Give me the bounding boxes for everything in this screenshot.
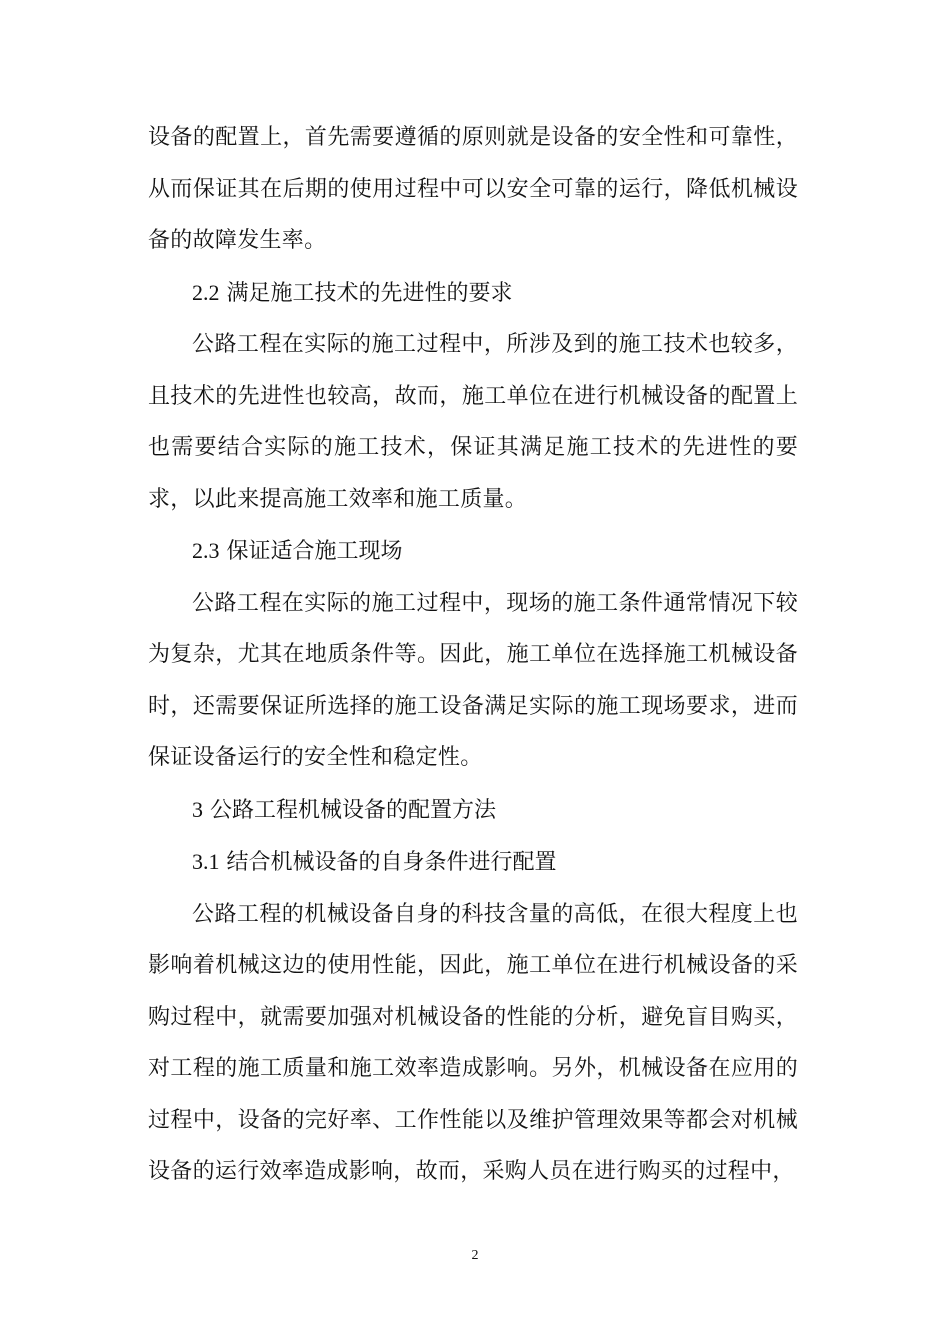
section-number: 2.3 — [192, 538, 220, 563]
section-number: 2.2 — [192, 279, 220, 305]
page-body — [148, 112, 798, 1198]
section-number: 3 — [192, 796, 203, 822]
section-title: 公路工程机械设备的配置方法 — [210, 797, 497, 823]
section-heading-2-2 — [148, 267, 798, 320]
section-heading-2-3 — [148, 525, 798, 578]
paragraph-equipment-safety: 设备的配置上，首先需要遵循的原则就是设备的安全性和可靠性，从而保证其在后期的使用过程中可以安全可靠的运行，降低机械设备的故障发生率。 — [148, 125, 798, 253]
section-heading-3-1 — [148, 836, 798, 889]
section-heading-3 — [148, 784, 798, 837]
section-number: 3.1 — [192, 849, 220, 874]
page-number: 2 — [471, 1248, 479, 1263]
paragraph-site-conditions: 公路工程在实际的施工过程中，现场的施工条件通常情况下较为复杂，尤其在地质条件等。因此，施工单位在选择施工机械设备时，还需要保证所选择的施工设备满足实际的施工现场要求，进而保证设备运行的安全性和稳定性。 — [148, 590, 798, 770]
section-title: 满足施工技术的先进性的要求 — [226, 280, 513, 306]
section-title: 保证适合施工现场 — [226, 539, 403, 564]
section-title: 结合机械设备的自身条件进行配置 — [226, 850, 557, 875]
paragraph-equipment-conditions: 公路工程的机械设备自身的科技含量的高低，在很大程度上也影响着机械这边的使用性能，因此，施工单位在进行机械设备的采购过程中，就需要加强对机械设备的性能的分析，避免盲目购买，对工程的施工质量和施工效率造成影响。另外，机械设备在应用的过程中，设备的完好率、工作性能以及维护管理效果等都会对机械设备的运行效率造成影响，故而，采购人员在进行购买的过程中， — [148, 901, 798, 1184]
paragraph-advanced-technology: 公路工程在实际的施工过程中，所涉及到的施工技术也较多，且技术的先进性也较高，故而，施工单位在进行机械设备的配置上也需要结合实际的施工技术，保证其满足施工技术的先进性的要求，以此来提高施工效率和施工质量。 — [148, 332, 798, 512]
